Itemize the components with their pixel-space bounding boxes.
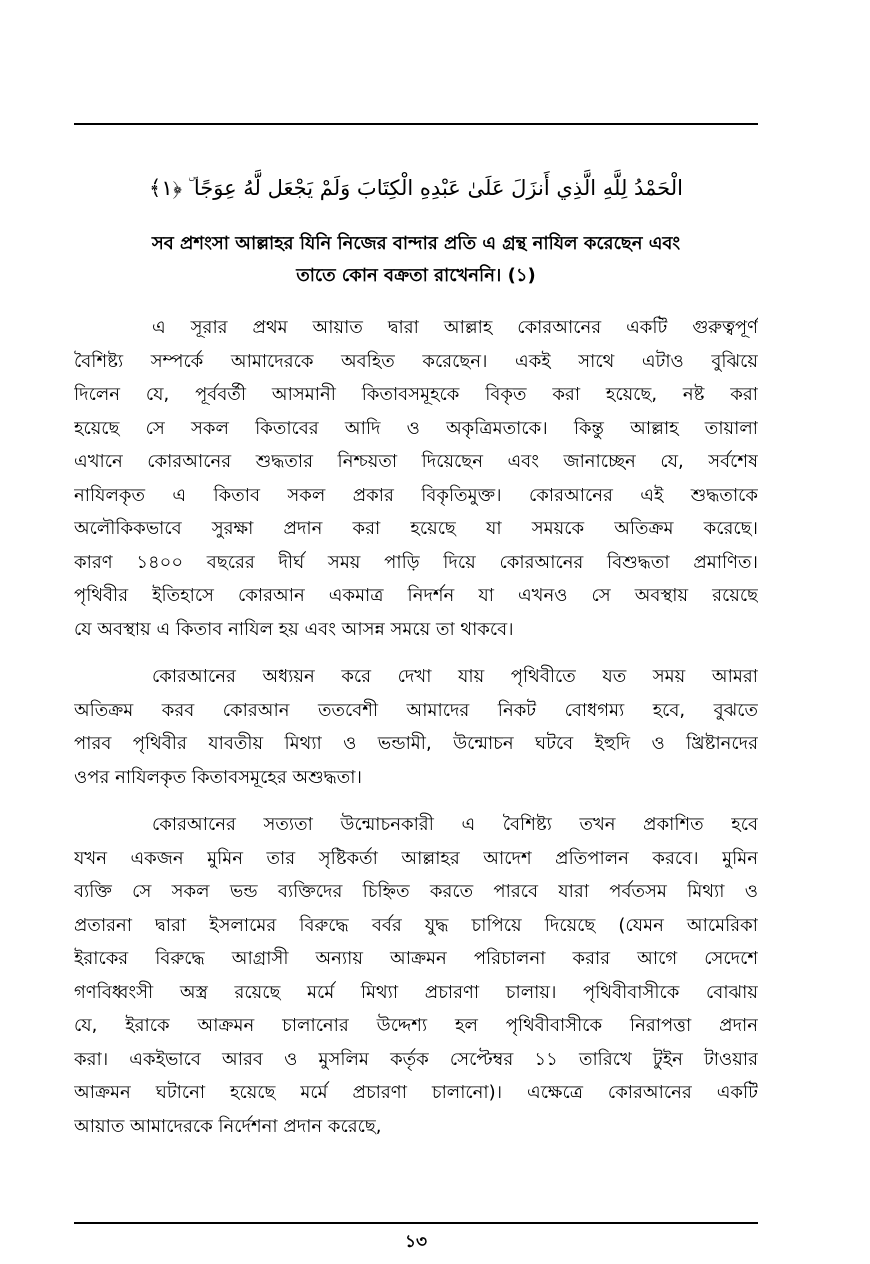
heading-line-1: সব প্রশংসা আল্লাহর যিনি নিজের বান্দার প্রতি এ গ্রন্থ নাযিল করেছেন এবং	[151, 233, 681, 254]
paragraph-line: যখন একজন মুমিন তার সৃষ্টিকর্তা আল্লাহর আদেশ প্রতিপালন করবে। মুমিন	[74, 847, 758, 869]
paragraph-line: নাযিলকৃত এ কিতাব সকল প্রকার বিকৃতিমুক্ত। কোরআনের এই শুদ্ধতাকে	[74, 484, 758, 506]
paragraph-line: পৃথিবীর ইতিহাসে কোরআন একমাত্র নিদর্শন যা এখনও সে অবস্থায় রয়েছে	[74, 585, 758, 606]
arabic-verse: الْحَمْدُ لِلَّهِ الَّذِي أَنزَلَ عَلَىٰ عَبْدِهِ الْكِتَابَ وَلَمْ يَجْعَل لَّهُ عِوَجًا ۜ ﴿١﴾	[149, 176, 683, 200]
page-number: ১৩	[404, 1232, 428, 1252]
paragraph-3	[74, 808, 758, 1143]
paragraph-line: এ সূরার প্রথম আয়াত দ্বারা আল্লাহ কোরআনের একটি গুরুত্বপূর্ণ	[152, 317, 758, 338]
paragraph-line: ওপর নাযিলকৃত কিতাবসমূহের অশুদ্ধতা।	[74, 766, 362, 788]
paragraph-line: করা। একইভাবে আরব ও মুসলিম কর্তৃক সেপ্টেম্বর ১১ তারিখে টুইন টাওয়ার	[74, 1048, 758, 1070]
paragraph-line: পারব পৃথিবীর যাবতীয় মিথ্যা ও ভন্ডামী, উন্মোচন ঘটবে ইহুদি ও খ্রিষ্টানদের	[74, 733, 758, 754]
paragraph-1	[74, 311, 758, 646]
paragraph-line: আয়াত আমাদেরকে নির্দেশনা প্রদান করেছে,	[74, 1115, 382, 1137]
paragraph-line: অলৌকিকভাবে সুরক্ষা প্রদান করা হয়েছে যা সময়কে অতিক্রম করেছে।	[74, 518, 758, 539]
paragraph-line: বৈশিষ্ট্য সম্পর্কে আমাদেরকে অবহিত করেছেন। একই সাথে এটাও বুঝিয়ে	[74, 350, 758, 372]
paragraph-line: কোরআনের অধ্যয়ন করে দেখা যায় পৃথিবীতে যত সময় আমরা	[152, 666, 758, 687]
top-rule	[74, 123, 758, 125]
paragraph-line: আক্রমন ঘটানো হয়েছে মর্মে প্রচারণা চালানো)। এক্ষেত্রে কোরআনের একটি	[74, 1082, 758, 1103]
paragraph-line: যে, ইরাকে আক্রমন চালানোর উদ্দেশ্য হল পৃথিবীবাসীকে নিরাপত্তা প্রদান	[74, 1015, 758, 1036]
paragraph-line: ইরাকের বিরুদ্ধে আগ্রাসী অন্যায় আক্রমন পরিচালনা করার আগে সেদেশে	[74, 948, 758, 969]
paragraph-line: এখানে কোরআনের শুদ্ধতার নিশ্চয়তা দিয়েছেন এবং জানাচ্ছেন যে, সর্বশেষ	[74, 451, 758, 472]
bottom-rule	[74, 1222, 758, 1224]
heading-line-2: তাতে কোন বক্রতা রাখেননি। (১)	[296, 265, 536, 286]
paragraph-line: দিলেন যে, পূর্ববর্তী আসমানী কিতাবসমূহকে বিকৃত করা হয়েছে, নষ্ট করা	[74, 384, 758, 405]
paragraph-line: ব্যক্তি সে সকল ভন্ড ব্যক্তিদের চিহ্নিত করতে পারবে যারা পর্বতসম মিথ্যা ও	[74, 881, 758, 902]
verse-translation-heading	[74, 228, 758, 292]
paragraph-line: হয়েছে সে সকল কিতাবের আদি ও অকৃত্রিমতাকে। কিন্তু আল্লাহ তায়ালা	[74, 417, 758, 439]
paragraph-line: কারণ ১৪০০ বছরের দীর্ঘ সময় পাড়ি দিয়ে কোরআনের বিশুদ্ধতা প্রমাণিত।	[74, 551, 758, 573]
paragraph-line: কোরআনের সত্যতা উন্মোচনকারী এ বৈশিষ্ট্য তখন প্রকাশিত হবে	[152, 814, 758, 835]
paragraph-line: অতিক্রম করব কোরআন ততবেশী আমাদের নিকট বোধগম্য হবে, বুঝতে	[74, 699, 758, 721]
body-text	[74, 311, 758, 1157]
paragraph-2	[74, 660, 758, 794]
paragraph-line: প্রতারনা দ্বারা ইসলামের বিরুদ্ধে বর্বর যুদ্ধ চাপিয়ে দিয়েছে (যেমন আমেরিকা	[74, 914, 758, 936]
paragraph-line: যে অবস্থায় এ কিতাব নাযিল হয় এবং আসন্ন সময়ে তা থাকবে।	[74, 618, 514, 640]
paragraph-line: গণবিধ্বংসী অস্ত্র রয়েছে মর্মে মিথ্যা প্রচারণা চালায়। পৃথিবীবাসীকে বোঝায়	[74, 981, 758, 1003]
